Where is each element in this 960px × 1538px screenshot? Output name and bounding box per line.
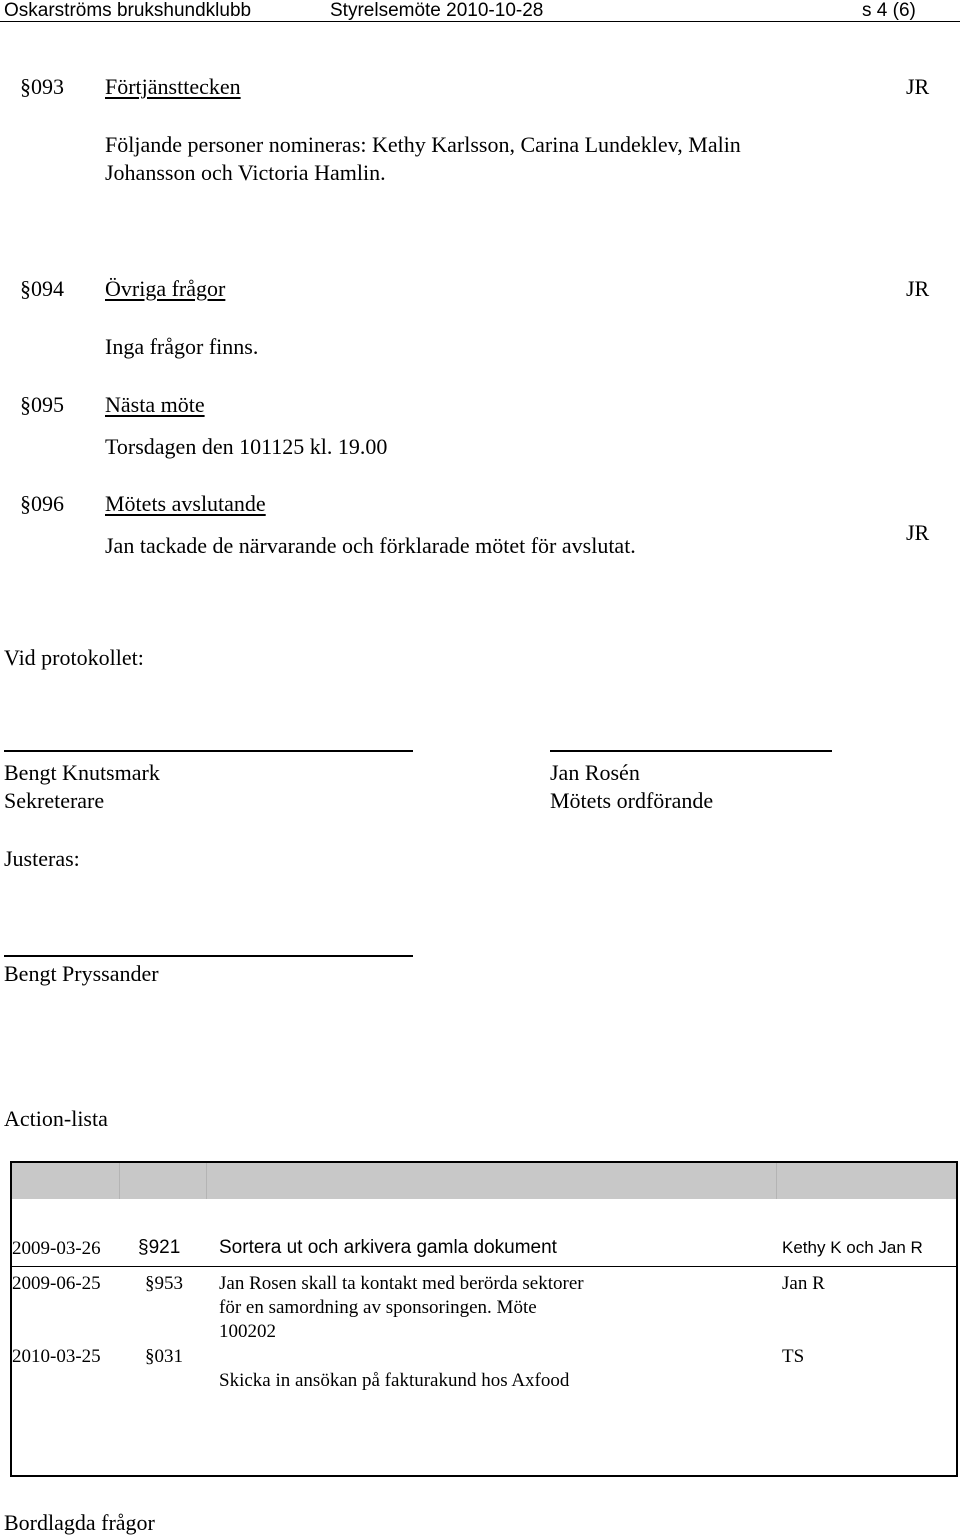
action-task: för en samordning av sponsoringen. Möte xyxy=(219,1297,537,1318)
section-body-line: Johansson och Victoria Hamlin. xyxy=(105,160,386,185)
header-cell xyxy=(12,1163,120,1199)
signature-line-adjuster xyxy=(4,955,413,957)
action-ref: §031 xyxy=(145,1346,183,1367)
signer-secretary-role: Sekreterare xyxy=(4,788,105,813)
section-title: Övriga frågor xyxy=(105,276,226,301)
action-owner: Kethy K och Jan R xyxy=(782,1238,923,1257)
action-ref: §953 xyxy=(145,1273,183,1294)
protocol-label: Vid protokollet: xyxy=(4,645,144,670)
signature-line-secretary xyxy=(4,750,413,752)
section-number: §093 xyxy=(20,74,64,99)
action-list-header-bar xyxy=(12,1163,956,1199)
header-cell xyxy=(120,1163,207,1199)
action-list-table xyxy=(10,1161,958,1477)
adjuster-name: Bengt Pryssander xyxy=(4,961,159,986)
action-task: Jan Rosen skall ta kontakt med berörda sektorer xyxy=(219,1273,584,1294)
header-club-name: Oskarströms brukshundklubb xyxy=(4,0,252,21)
section-title: Mötets avslutande xyxy=(105,491,266,516)
action-task: Sortera ut och arkivera gamla dokument xyxy=(219,1237,557,1258)
action-task: Skicka in ansökan på fakturakund hos Axfood xyxy=(219,1370,570,1391)
action-ref: §921 xyxy=(138,1237,181,1258)
signer-chair-name: Jan Rosén xyxy=(550,760,640,785)
adjust-label: Justeras: xyxy=(4,846,80,871)
section-title: Nästa möte xyxy=(105,392,205,417)
action-date: 2009-06-25 xyxy=(12,1273,101,1294)
section-initials: JR xyxy=(906,276,930,301)
row-divider xyxy=(12,1266,956,1267)
section-initials: JR xyxy=(906,74,930,99)
tabled-questions-heading: Bordlagda frågor xyxy=(4,1510,155,1535)
section-body-line: Torsdagen den 101125 kl. 19.00 xyxy=(105,434,388,459)
action-date: 2009-03-26 xyxy=(12,1238,101,1259)
section-number: §095 xyxy=(20,392,64,417)
section-body-line: Följande personer nomineras: Kethy Karlsson, Carina Lundeklev, Malin xyxy=(105,132,741,157)
header-page-number: s 4 (6) xyxy=(862,0,916,21)
header-cell xyxy=(207,1163,777,1199)
section-number: §096 xyxy=(20,491,64,516)
section-initials: JR xyxy=(906,520,930,545)
signer-chair-role: Mötets ordförande xyxy=(550,788,714,813)
action-owner: Jan R xyxy=(782,1273,825,1294)
action-task: 100202 xyxy=(219,1321,276,1342)
action-owner: TS xyxy=(782,1346,805,1367)
section-body-line: Inga frågor finns. xyxy=(105,334,259,359)
action-date: 2010-03-25 xyxy=(12,1346,101,1367)
section-title: Förtjänsttecken xyxy=(105,74,241,99)
header-rule xyxy=(0,21,960,22)
signature-line-chair xyxy=(550,750,832,752)
header-meeting-title: Styrelsemöte 2010-10-28 xyxy=(330,0,544,21)
header-cell xyxy=(777,1163,956,1199)
section-number: §094 xyxy=(20,276,64,301)
action-list-title: Action-lista xyxy=(4,1106,108,1131)
section-body-line: Jan tackade de närvarande och förklarade mötet för avslutat. xyxy=(105,533,636,558)
signer-secretary-name: Bengt Knutsmark xyxy=(4,760,160,785)
